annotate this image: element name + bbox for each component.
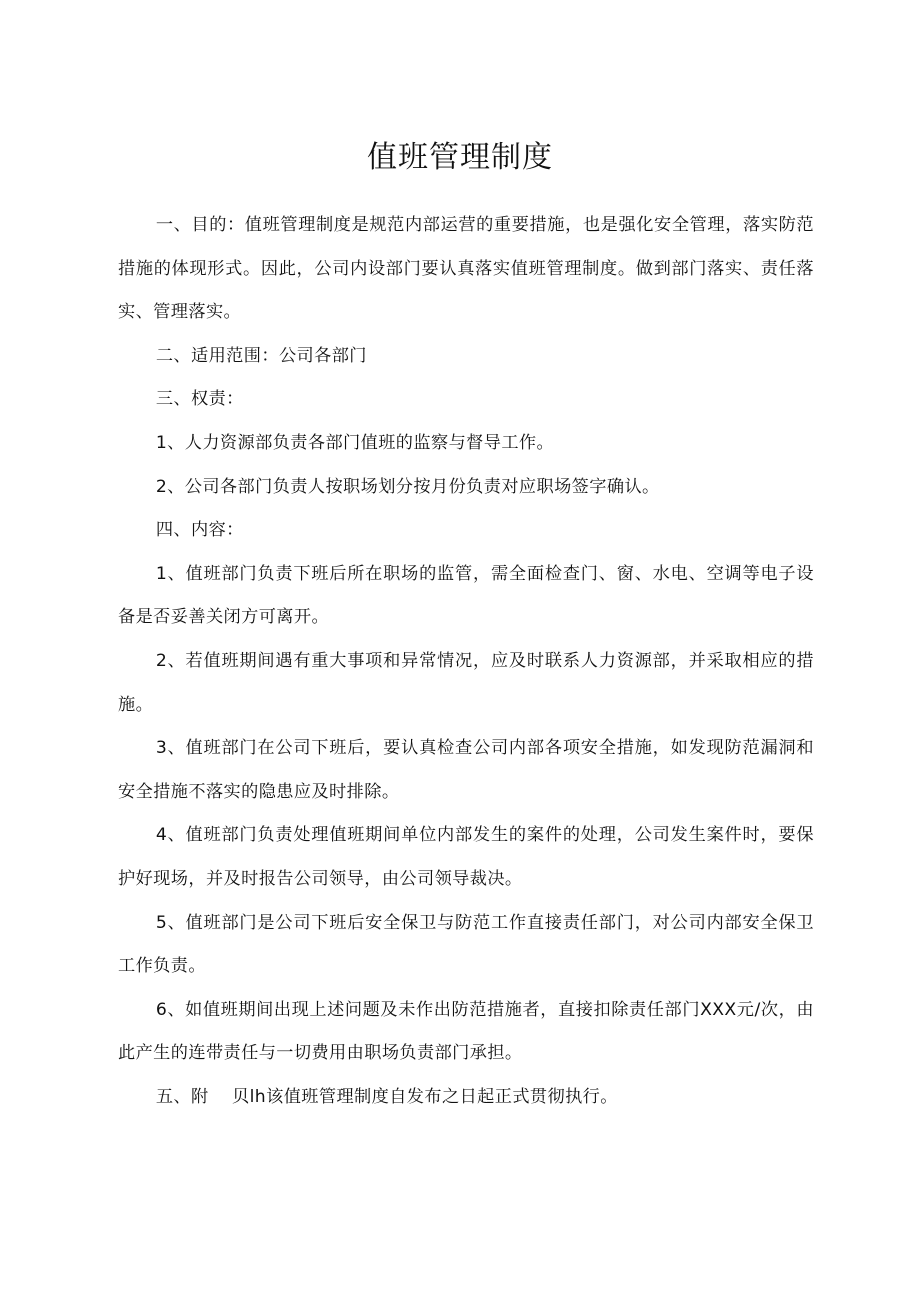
content-item-2: 2、若值班期间遇有重大事项和异常情况，应及时联系人力资源部，并采取相应的措施。 <box>118 650 814 715</box>
section-appendix: 五、附 贝lh该值班管理制度自发布之日起正式贯彻执行。 <box>155 1086 618 1107</box>
responsibility-item-1: 1、人力资源部负责各部门值班的监察与督导工作。 <box>155 432 555 453</box>
document-body <box>118 204 814 1119</box>
content-item-4: 4、值班部门负责处理值班期间单位内部发生的案件的处理，公司发生案件时，要保护好现场，并及时报告公司领导，由公司领导裁决。 <box>118 825 814 889</box>
section-responsibilities-heading: 三、权责： <box>155 389 244 410</box>
section-scope: 二、适用范围：公司各部门 <box>155 345 367 366</box>
responsibility-item-2: 2、公司各部门负责人按职场划分按月份负责对应职场签字确认。 <box>155 476 660 497</box>
content-item-1: 1、值班部门负责下班后所在职场的监管，需全面检查门、窗、水电、空调等电子设备是否妥善关闭方可离开。 <box>118 563 814 628</box>
section-purpose: 一、目的：值班管理制度是规范内部运营的重要措施，也是强化安全管理，落实防范措施的体现形式。因此，公司内设部门要认真落实值班管理制度。做到部门落实、责任落实、管理落实。 <box>118 215 814 323</box>
section-content-heading: 四、内容： <box>155 520 244 541</box>
content-item-5: 5、值班部门是公司下班后安全保卫与防范工作直接责任部门，对公司内部安全保卫工作负责。 <box>118 912 814 977</box>
document-title: 值班管理制度 <box>367 140 553 175</box>
content-item-6: 6、如值班期间出现上述问题及未作出防范措施者，直接扣除责任部门XXX元/次，由此产生的连带责任与一切费用由职场负责部门承担。 <box>118 999 814 1064</box>
content-item-3: 3、值班部门在公司下班后，要认真检查公司内部各项安全措施，如发现防范漏洞和安全措施不落实的隐患应及时排除。 <box>118 738 814 802</box>
